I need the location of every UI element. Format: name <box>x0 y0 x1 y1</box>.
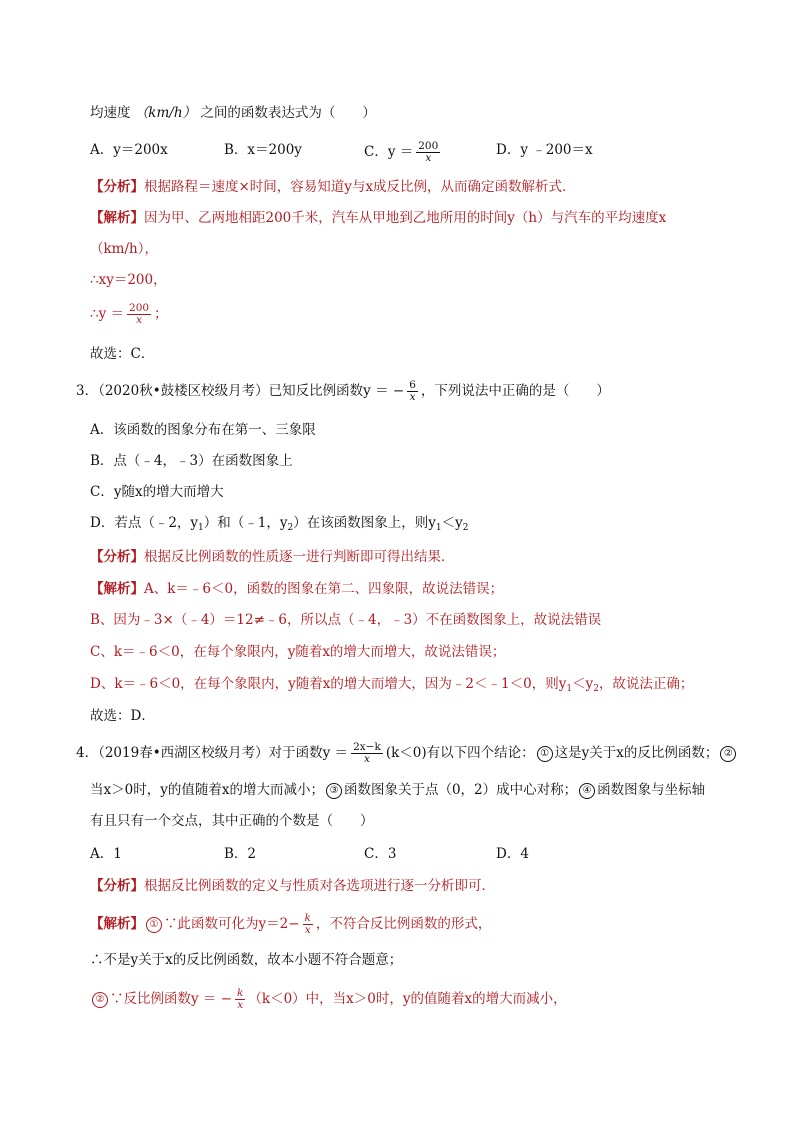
q2-step2: ∴y ＝ $\frac{200}{x}$ ； <box>90 302 168 326</box>
q2-step1: ∴xy＝200， <box>90 272 167 288</box>
q2-option-b: B．x＝200y <box>224 142 302 158</box>
fraction: $\frac{6}{x}$ <box>409 379 416 403</box>
circled-number: ③ <box>326 783 342 799</box>
circled-number: ② <box>92 992 108 1008</box>
analysis-tag: 【分析】 <box>90 179 144 195</box>
q3-option-a: A．该函数的图象分布在第一、三象限 <box>90 422 316 438</box>
circled-number: ② <box>720 746 736 762</box>
q4-stem-line3: 有且只有一个交点，其中正确的个数是（ ） <box>90 813 374 829</box>
q3-stem: 3．（2020秋•鼓楼区校级月考）已知反比例函数y ＝ − $\frac{6}{x}$ ，下列说法中正确的是（ ） <box>76 379 610 403</box>
analysis-tag: 【分析】 <box>90 549 144 565</box>
q3-analysis: 【分析】根据反比例函数的性质逐一进行判断即可得出结果． <box>90 549 455 565</box>
q4-solution-3: ② ∵反比例函数y ＝ − $\frac{k}{x}$ （k＜0）中，当x＞0时，y的值随着x的增大而减小， <box>90 988 567 1011</box>
q3-option-b: B．点（﹣4，﹣3）在函数图象上 <box>90 453 293 469</box>
fraction: $\frac{200}{x}$ <box>129 302 150 326</box>
q2-option-a: A．y＝200x <box>90 142 168 158</box>
q4-option-b: B．2 <box>224 846 257 862</box>
fraction: $\frac{k}{x}$ <box>237 987 244 1011</box>
q3-solution-b: B、因为﹣3×（﹣4）＝12≠﹣6，所以点（﹣4，﹣3）不在函数图象上，故说法错误 <box>90 612 602 628</box>
q2-solution-line2: （km/h）， <box>90 241 158 257</box>
q3-answer: 故选：D． <box>90 708 155 724</box>
q4-option-d: D．4 <box>496 846 529 862</box>
q4-analysis: 【分析】根据反比例函数的定义与性质对各选项进行逐一分析即可． <box>90 878 495 894</box>
solution-tag: 【解析】 <box>90 916 144 932</box>
q3-option-d: D．若点（﹣2，$y_1$）和（﹣1，$y_2$）在该函数图象上，则$y_1<y_2$ <box>90 515 469 533</box>
q2-option-c: C．y ＝ $\frac{200}{x}$ <box>364 140 439 164</box>
q2-answer: 故选：C． <box>90 346 155 362</box>
fraction: $\frac{2x-k}{x}$ <box>353 741 381 765</box>
q2-option-d: D．y ﹣200＝x <box>496 142 593 158</box>
q2-analysis: 【分析】根据路程＝速度×时间，容易知道y与x成反比例，从而确定函数解析式． <box>90 179 576 195</box>
solution-tag: 【解析】 <box>90 581 144 597</box>
q2-stem: 均速度 （km/h） 之间的函数表达式为（ ） <box>90 105 376 121</box>
q4-stem: 4．（2019春•西湖区校级月考）对于函数y ＝ $\frac{2x-k}{x}$ (k＜0)有以下四个结论： ① 这是y关于x的反比例函数； ② <box>76 742 738 765</box>
fraction: $\frac{k}{x}$ <box>304 912 311 936</box>
q3-solution-a: 【解析】A、k＝﹣6＜0，函数的图象在第二、四象限，故说法错误； <box>90 581 504 597</box>
analysis-tag: 【分析】 <box>90 878 144 894</box>
fraction: $\frac{200}{x}$ <box>418 140 439 164</box>
q2-solution-line1: 【解析】因为甲、乙两地相距200千米，汽车从甲地到乙地所用的时间y（h）与汽车的平均速度x <box>90 210 667 226</box>
q3-option-c: C．y随x的增大而增大 <box>90 484 224 500</box>
circled-number: ① <box>146 917 162 933</box>
q4-option-c: C．3 <box>364 846 397 862</box>
q4-solution-1: 【解析】 ① ∵此函数可化为y＝2− $\frac{k}{x}$ ，不符合反比例函数的形式， <box>90 912 492 936</box>
circled-number: ① <box>537 746 553 762</box>
q4-solution-2: ∴不是y关于x的反比例函数，故本小题不符合题意； <box>90 952 403 968</box>
q4-option-a: A．1 <box>90 846 122 862</box>
q3-solution-c: C、k＝﹣6＜0，在每个象限内，y随着x的增大而增大，故说法错误； <box>90 644 506 660</box>
solution-tag: 【解析】 <box>90 210 144 226</box>
q3-solution-d: D、k＝﹣6＜0，在每个象限内，y随着x的增大而增大，因为﹣2＜﹣1＜0，则$y_1<y_2$，故说法正确； <box>90 676 694 694</box>
q4-stem-line2: 当x＞0时，y的值随着x的增大而减小； ③ 函数图象关于点（0，2）成中心对称； ④ 函数图象与坐标轴 <box>90 782 706 798</box>
circled-number: ④ <box>579 783 595 799</box>
